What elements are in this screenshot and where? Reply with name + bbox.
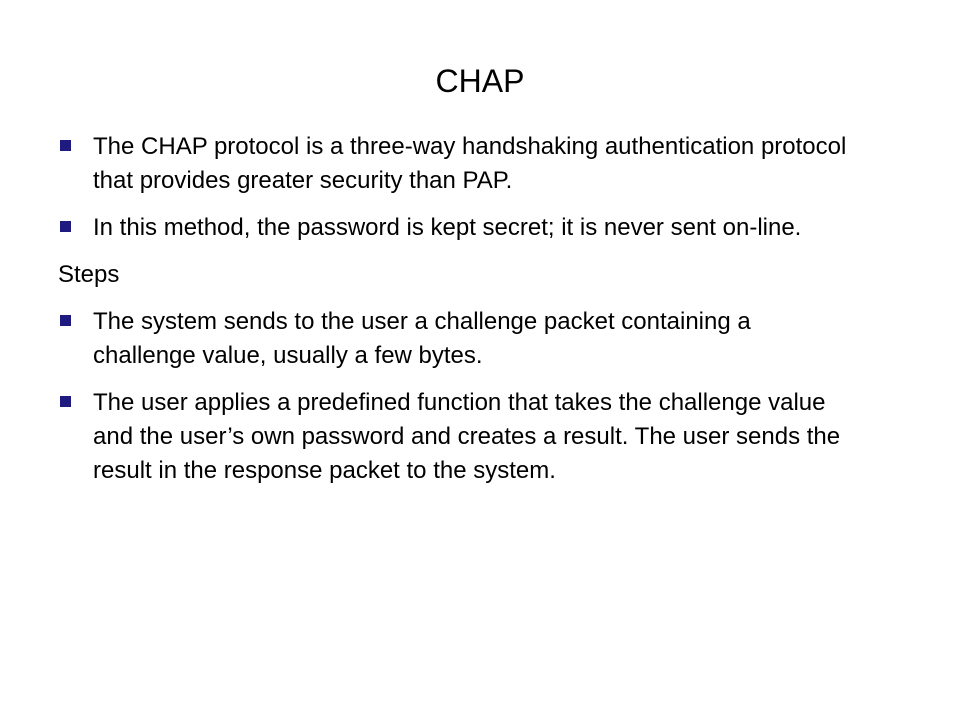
list-item [58,211,858,245]
section-heading-text: Steps [58,261,120,288]
list-item [58,305,858,373]
list-item [58,130,858,198]
list-item-text: The user applies a predefined function that takes the challenge value and the user’s own password and creates a result. The user sends the result in the response packet to the system. [93,389,841,484]
list-item-text: The CHAP protocol is a three-way handshaking authentication protocol that provides greater security than PAP. [93,133,847,194]
square-bullet-icon [60,221,71,232]
square-bullet-icon [60,140,71,151]
square-bullet-icon [60,396,71,407]
list-item [58,386,858,488]
list-item-text: In this method, the password is kept secret; it is never sent on-line. [93,214,802,241]
list-item-text: The system sends to the user a challenge packet containing a challenge value, usually a few bytes. [93,308,751,369]
square-bullet-icon [60,315,71,326]
content-list [58,130,858,501]
section-heading [58,258,858,292]
slide-title: CHAP [435,63,525,99]
